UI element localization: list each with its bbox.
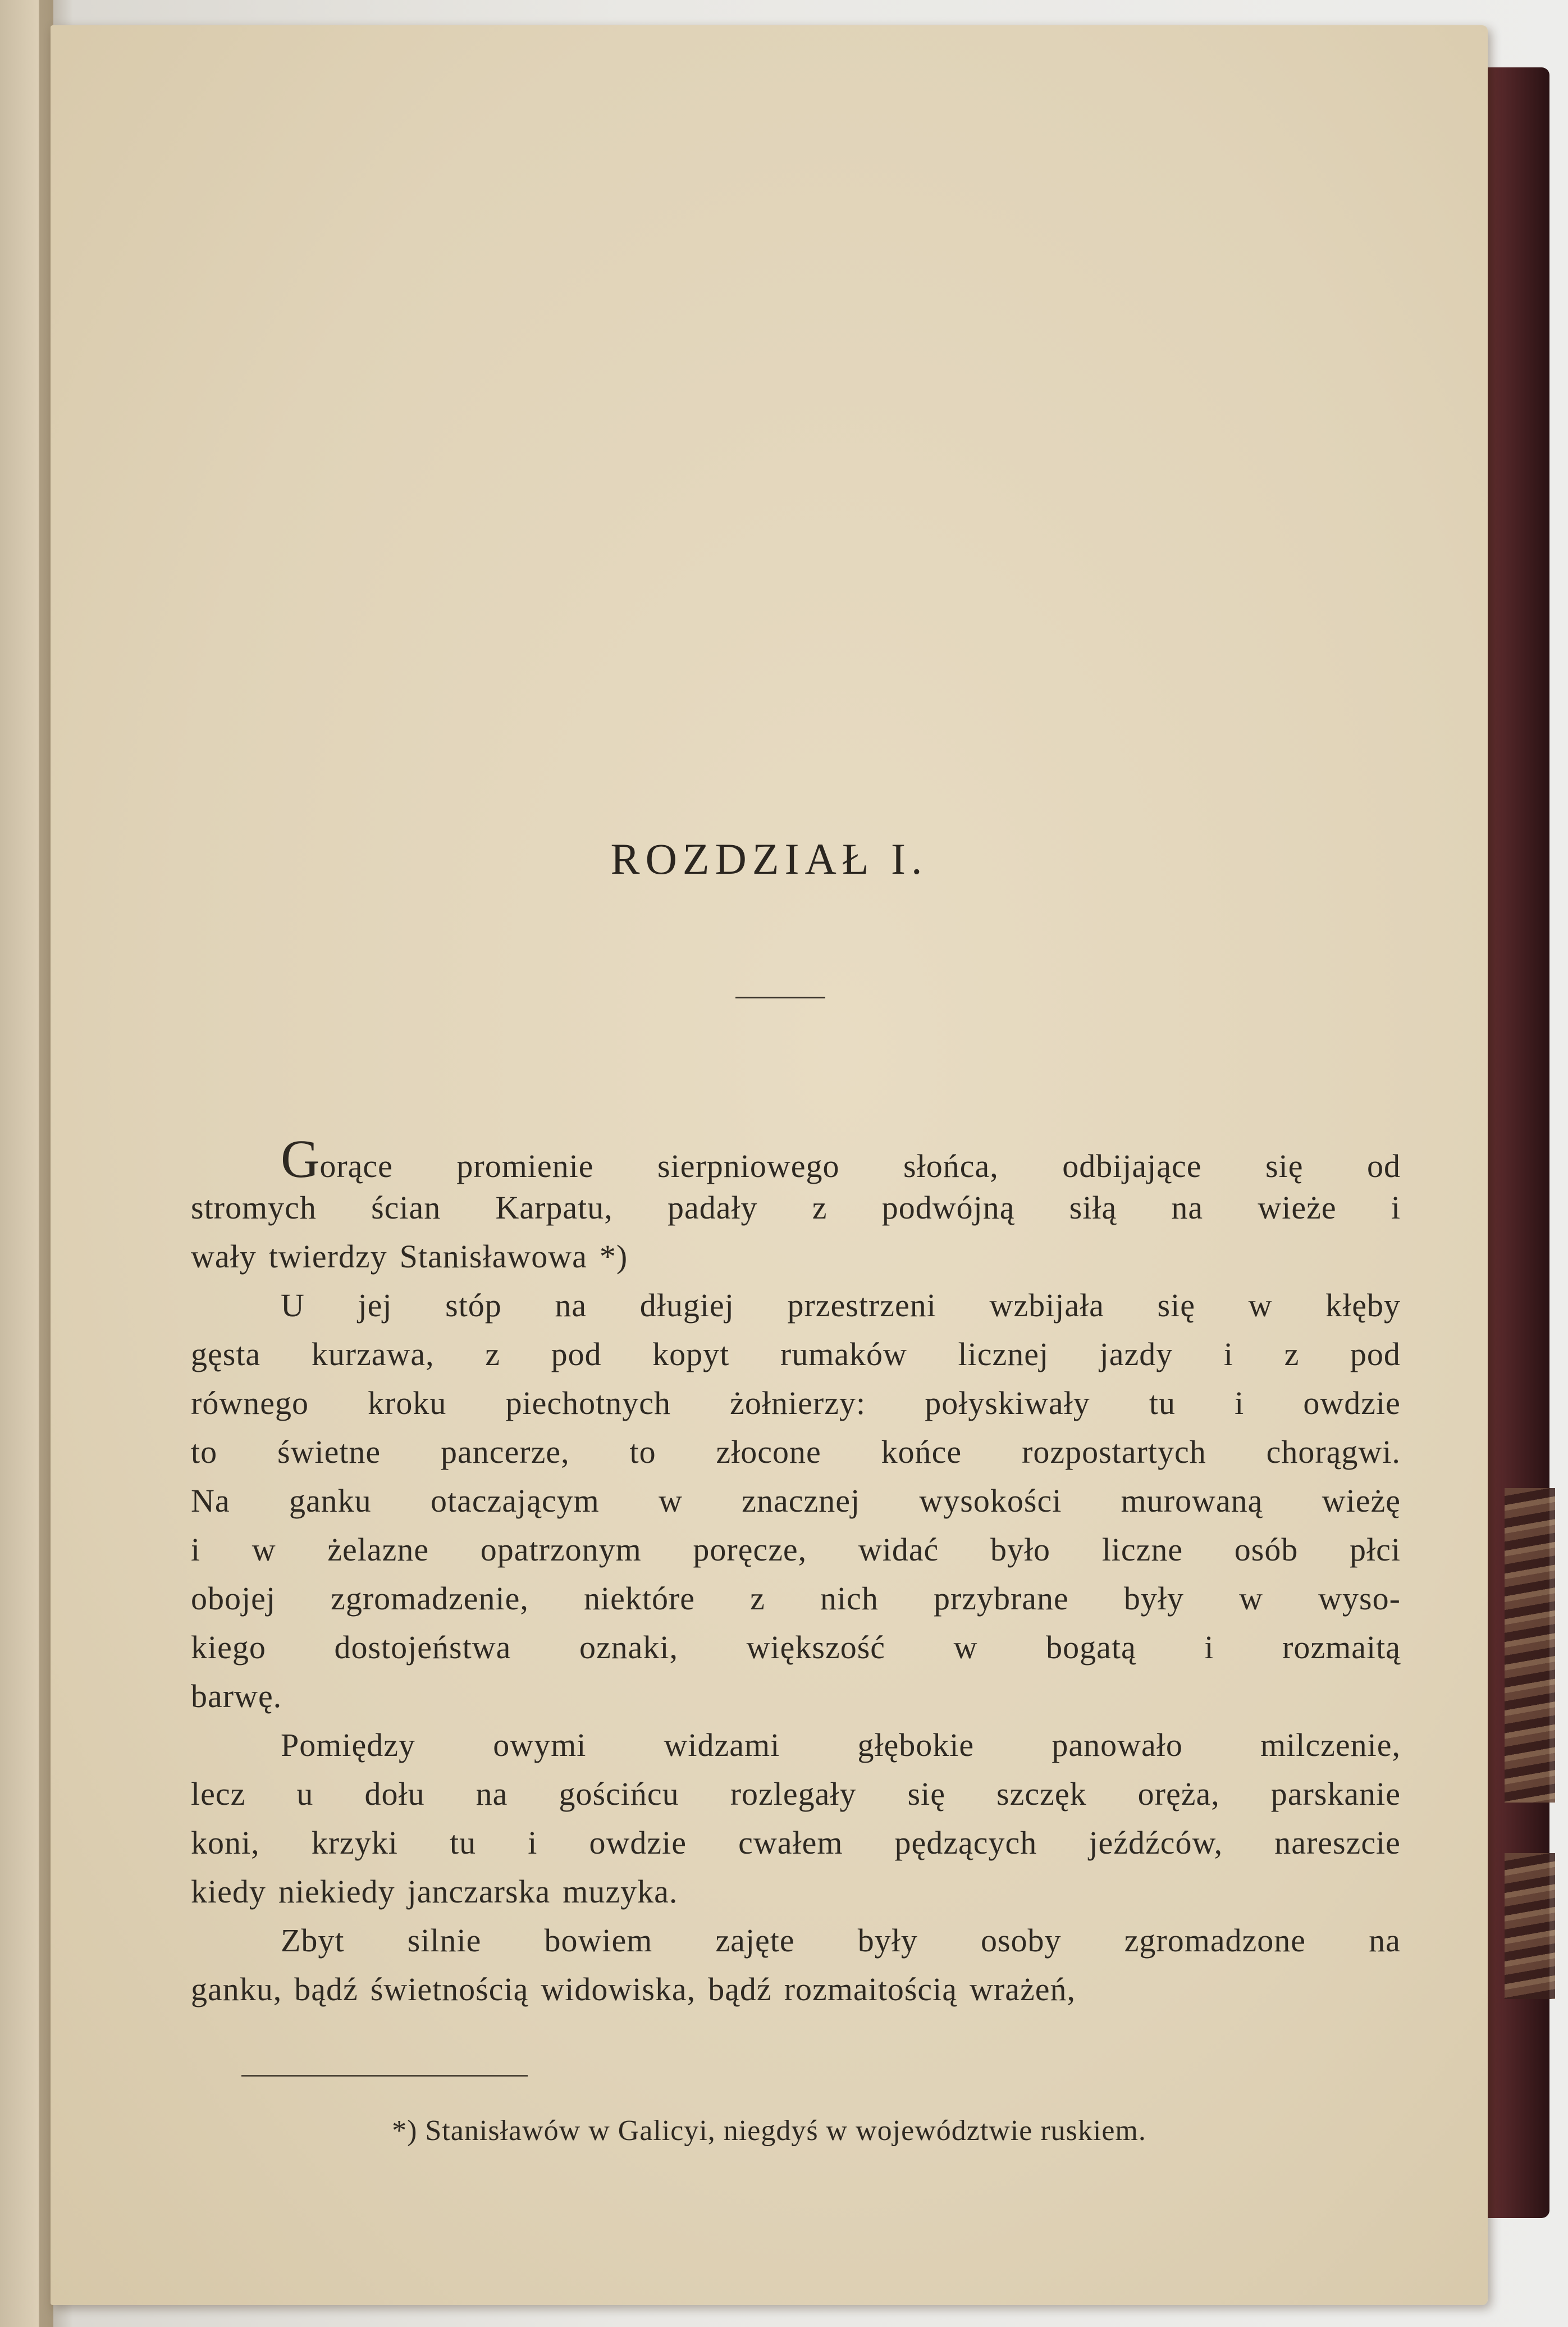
text-line: obojej zgromadzenie, niektóre z nich przybrane były w wyso- (191, 1580, 1401, 1617)
footnote-rule (241, 2075, 528, 2077)
body-text (191, 1129, 1401, 2014)
text-line: lecz u dołu na gościńcu rozlegały się szczęk oręża, parskanie (191, 1776, 1401, 1812)
drop-cap: G (281, 1129, 320, 1189)
text-line: kiego dostojeństwa oznaki, większość w bogatą i rozmaitą (191, 1629, 1401, 1666)
text-line: Gorące promienie sierpniowego słońca, odbijające się od (281, 1129, 1401, 1189)
text-line: Na ganku otaczającym w znacznej wysokości murowaną wieżę (191, 1482, 1401, 1519)
footnote: *) Stanisławów w Galicyi, niegdyś w województwie ruskiem. (392, 2115, 1146, 2147)
text-line: U jej stóp na długiej przestrzeni wzbijała się w kłęby (281, 1287, 1401, 1324)
text-line: gęsta kurzawa, z pod kopyt rumaków licznej jazdy i z pod (191, 1336, 1401, 1372)
text-line: koni, krzyki tu i owdzie cwałem pędzących jeźdźców, nareszcie (191, 1824, 1401, 1861)
text-line: Pomiędzy owymi widzami głębokie panowało milczenie, (281, 1727, 1401, 1763)
text-line: barwę. (191, 1678, 282, 1714)
text-line: stromych ścian Karpatu, padały z podwójną siłą na wieże i (191, 1189, 1401, 1226)
text-line: i w żelazne opatrzonym poręcze, widać było liczne osób płci (191, 1531, 1401, 1568)
cover-wear-lower (1505, 1853, 1555, 1999)
cover-wear-upper (1505, 1488, 1555, 1803)
text-line: ganku, bądź świetnością widowiska, bądź rozmaitością wrażeń, (191, 1971, 1076, 2007)
text-line: kiedy niekiedy janczarska muzyka. (191, 1873, 678, 1910)
title-rule (735, 997, 825, 998)
chapter-title: ROZDZIAŁ I. (610, 834, 928, 883)
text-line: Zbyt silnie bowiem zajęte były osoby zgromadzone na (281, 1922, 1401, 1959)
text-line: wały twierdzy Stanisławowa *) (191, 1238, 628, 1275)
book-page (51, 25, 1488, 2305)
text-line: to świetne pancerze, to złocone końce rozpostartych chorągwi. (191, 1434, 1401, 1470)
text-line: równego kroku piechotnych żołnierzy: połyskiwały tu i owdzie (191, 1385, 1401, 1421)
